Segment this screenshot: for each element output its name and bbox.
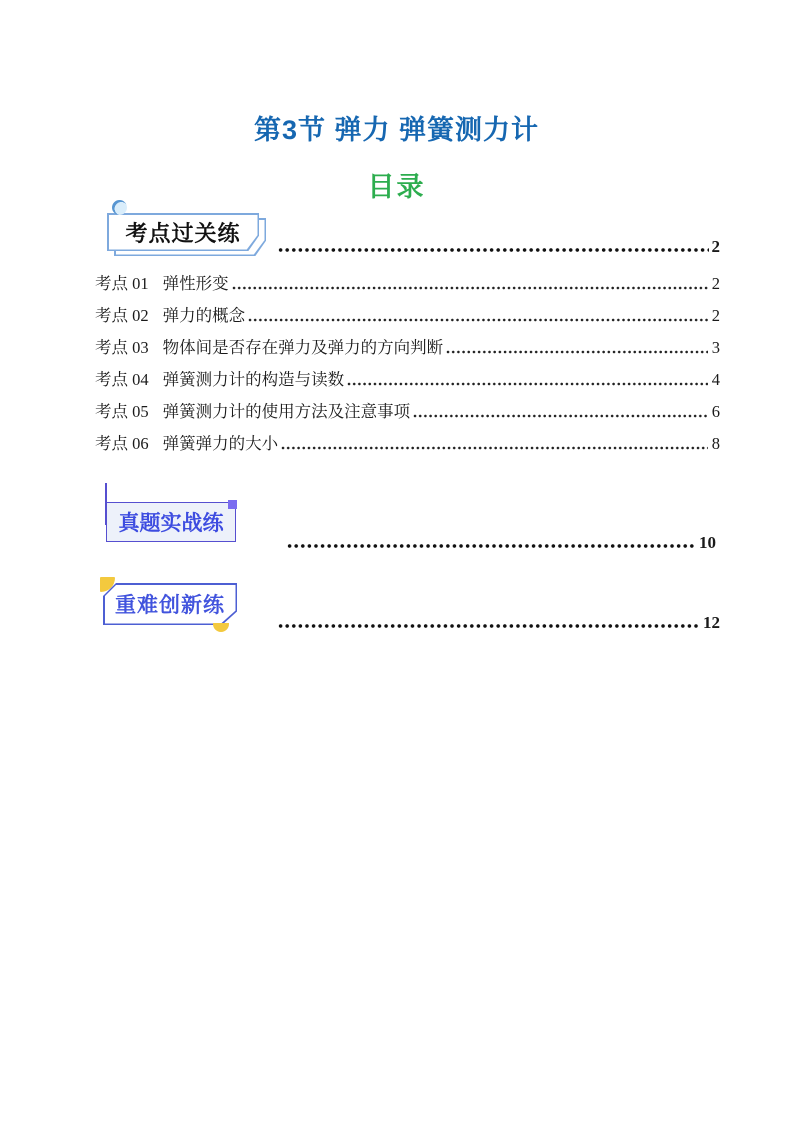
toc-item-num: 考点 01 [95,274,149,293]
leader-dots [281,445,708,451]
toc-item-page: 4 [711,370,720,389]
toc-item-page: 3 [711,338,720,357]
section-header-kaodian-box [107,213,259,251]
toc-item-page: 8 [711,434,720,453]
toc-row[interactable] [95,263,720,295]
page-title: 第3节 弹力 弹簧测力计 [253,115,540,145]
toc-heading: 目录 [367,172,426,202]
toc-item-title: 弹簧测力计的构造与读数 [162,370,345,389]
section-page-number: 10 [699,533,716,552]
toc-item-page: 2 [711,274,720,293]
toc-row[interactable] [95,295,720,327]
toc-item-page: 2 [711,306,720,325]
leader-dots [287,543,694,549]
toc-list [95,263,720,455]
leader-dots [347,381,708,387]
toc-row[interactable] [95,327,720,359]
toc-item-num: 考点 05 [95,402,149,421]
toc-row[interactable] [95,423,720,455]
toc-row[interactable] [95,391,720,423]
section-label: 真题实战练 [118,512,224,535]
toc-item-num: 考点 03 [95,338,149,357]
leader-dots [278,623,700,629]
toc-item-num: 考点 04 [95,370,149,389]
section-leader-row[interactable] [287,533,716,553]
section-label: 考点过关练 [125,220,241,246]
leader-dots [446,349,708,355]
toc-item-title: 弹力的概念 [162,306,246,325]
toc-item-title: 弹簧测力计的使用方法及注意事项 [162,402,411,421]
section-header-zhongnan-box [103,583,237,625]
section-label: 重难创新练 [115,594,225,617]
section-page-number: 12 [703,613,720,632]
toc-item-title: 弹性形变 [162,274,229,293]
section-header-zhenti-box [106,502,236,542]
section-leader-row[interactable] [278,613,720,633]
section-page-number: 2 [711,237,720,256]
toc-item-title: 物体间是否存在弹力及弹力的方向判断 [162,338,444,357]
toc-item-page: 6 [711,402,720,421]
leader-dots [248,317,708,323]
toc-item-num: 考点 02 [95,306,149,325]
toc-item-num: 考点 06 [95,434,149,453]
toc-item-title: 弹簧弹力的大小 [162,434,279,453]
toc-row[interactable] [95,359,720,391]
leader-dots [413,413,708,419]
leader-dots [232,285,708,291]
section-leader-row[interactable] [278,237,720,257]
leader-dots [278,247,709,253]
